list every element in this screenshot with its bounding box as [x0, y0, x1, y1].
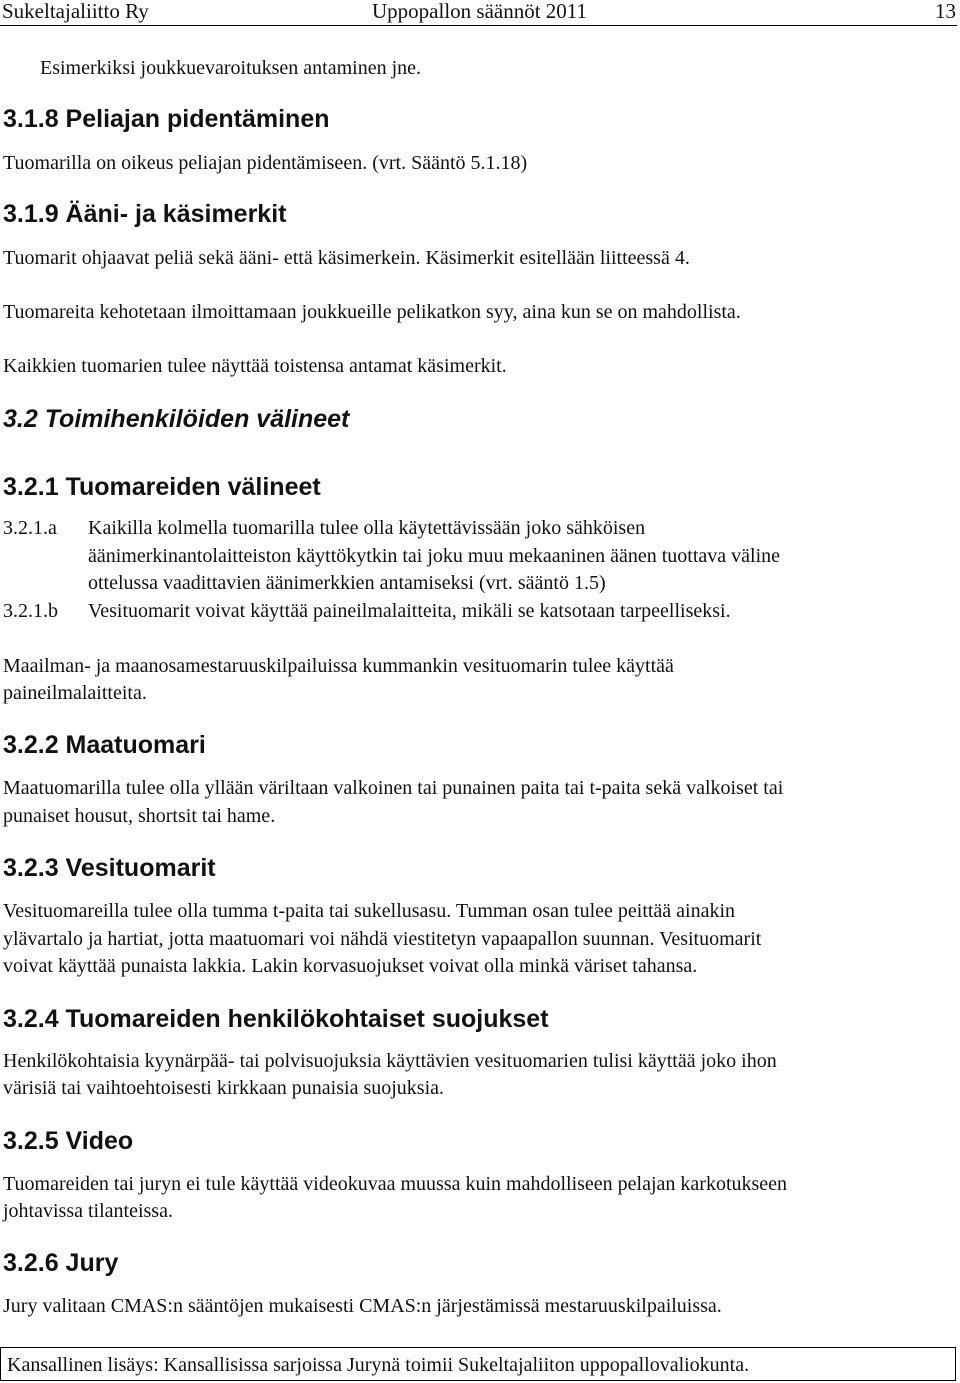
- header-title: Uppopallon säännöt 2011: [372, 0, 588, 23]
- paragraph-world-championships-line-1: Maailman- ja maanosamestaruuskilpailuissa kummankin vesituomarin tulee käyttää: [3, 655, 674, 677]
- paragraph-3-2-5-line-2: johtavissa tilanteissa.: [3, 1200, 173, 1222]
- paragraph-3-2-3-line-3: voivat käyttää punaista lakkia. Lakin korvasuojukset voivat olla minkä väriset tahansa.: [3, 955, 698, 977]
- paragraph-3-2-4-line-2: värisiä tai vaihtoehtoisesti kirkkaan punaisia suojuksia.: [3, 1077, 445, 1099]
- heading-3-2-1: 3.2.1 Tuomareiden välineet: [3, 473, 321, 501]
- paragraph-3-2-3-line-2: ylävartalo ja hartiat, jotta maatuomari voi nähdä viestitetyn vapaapallon suunnan. Vesituomarit: [3, 928, 762, 950]
- heading-3-2-3: 3.2.3 Vesituomarit: [3, 854, 216, 882]
- paragraph-3-2-5-line-1: Tuomareiden tai juryn ei tule käyttää videokuvaa muussa kuin mahdolliseen pelajan karkotukseen: [3, 1173, 788, 1195]
- rule-number-3-2-1-a: 3.2.1.a: [3, 517, 57, 539]
- heading-3-2-2: 3.2.2 Maatuomari: [3, 731, 206, 759]
- national-addition-text: Kansallinen lisäys: Kansallisissa sarjoissa Jurynä toimii Sukeltajaliiton uppopallovaliokunta.: [7, 1354, 750, 1376]
- paragraph-3-2-4-line-1: Henkilökohtaisia kyynärpää- tai polvisuojuksia käyttävien vesituomarien tulisi käyttää joko ihon: [3, 1050, 777, 1072]
- paragraph-3-1-9-c: Kaikkien tuomarien tulee näyttää toistensa antamat käsimerkit.: [3, 355, 507, 377]
- paragraph-3-1-9-a: Tuomarit ohjaavat peliä sekä ääni- että käsimerkein. Käsimerkit esitellään liitteessä 4.: [3, 247, 690, 269]
- heading-3-1-9: 3.1.9 Ääni- ja käsimerkit: [3, 200, 287, 228]
- header-org: Sukeltajaliitto Ry: [2, 0, 149, 23]
- rule-number-3-2-1-b: 3.2.1.b: [3, 600, 58, 622]
- paragraph-3-1-8: Tuomarilla on oikeus peliajan pidentämiseen. (vrt. Sääntö 5.1.18): [3, 152, 528, 174]
- paragraph-3-2-2-line-2: punaiset housut, shortsit tai hame.: [3, 805, 276, 827]
- heading-3-2: 3.2 Toimihenkilöiden välineet: [3, 405, 350, 433]
- paragraph-example: Esimerkiksi joukkuevaroituksen antaminen jne.: [40, 57, 422, 79]
- header-rule: [0, 25, 957, 26]
- heading-3-2-4: 3.2.4 Tuomareiden henkilökohtaiset suojukset: [3, 1005, 549, 1033]
- rule-3-2-1-b-line-1: Vesituomarit voivat käyttää paineilmalaitteita, mikäli se katsotaan tarpeelliseksi.: [88, 600, 731, 622]
- rule-3-2-1-a-line-1: Kaikilla kolmella tuomarilla tulee olla käytettävissään joko sähköisen: [88, 517, 646, 539]
- heading-3-2-6: 3.2.6 Jury: [3, 1249, 119, 1277]
- header-page-number: 13: [935, 0, 956, 23]
- rule-3-2-1-a-line-2: äänimerkinantolaitteiston käyttökytkin tai joku muu mekaaninen äänen tuottava väline: [88, 545, 781, 567]
- paragraph-3-1-9-b: Tuomareita kehotetaan ilmoittamaan joukkueille pelikatkon syy, aina kun se on mahdollista.: [3, 301, 741, 323]
- rule-3-2-1-a-line-3: ottelussa vaadittavien äänimerkkien antamiseksi (vrt. sääntö 1.5): [88, 572, 606, 594]
- heading-3-2-5: 3.2.5 Video: [3, 1127, 134, 1155]
- paragraph-world-championships-line-2: paineilmalaitteita.: [3, 682, 147, 704]
- paragraph-3-2-2-line-1: Maatuomarilla tulee olla yllään väriltaan valkoinen tai punainen paita tai t-paita sekä valkoiset tai: [3, 777, 784, 799]
- paragraph-3-2-3-line-1: Vesituomareilla tulee olla tumma t-paita tai sukellusasu. Tumman osan tulee peittää ainakin: [3, 900, 736, 922]
- paragraph-3-2-6: Jury valitaan CMAS:n sääntöjen mukaisesti CMAS:n järjestämissä mestaruuskilpailuissa.: [3, 1295, 722, 1317]
- heading-3-1-8: 3.1.8 Peliajan pidentäminen: [3, 105, 330, 133]
